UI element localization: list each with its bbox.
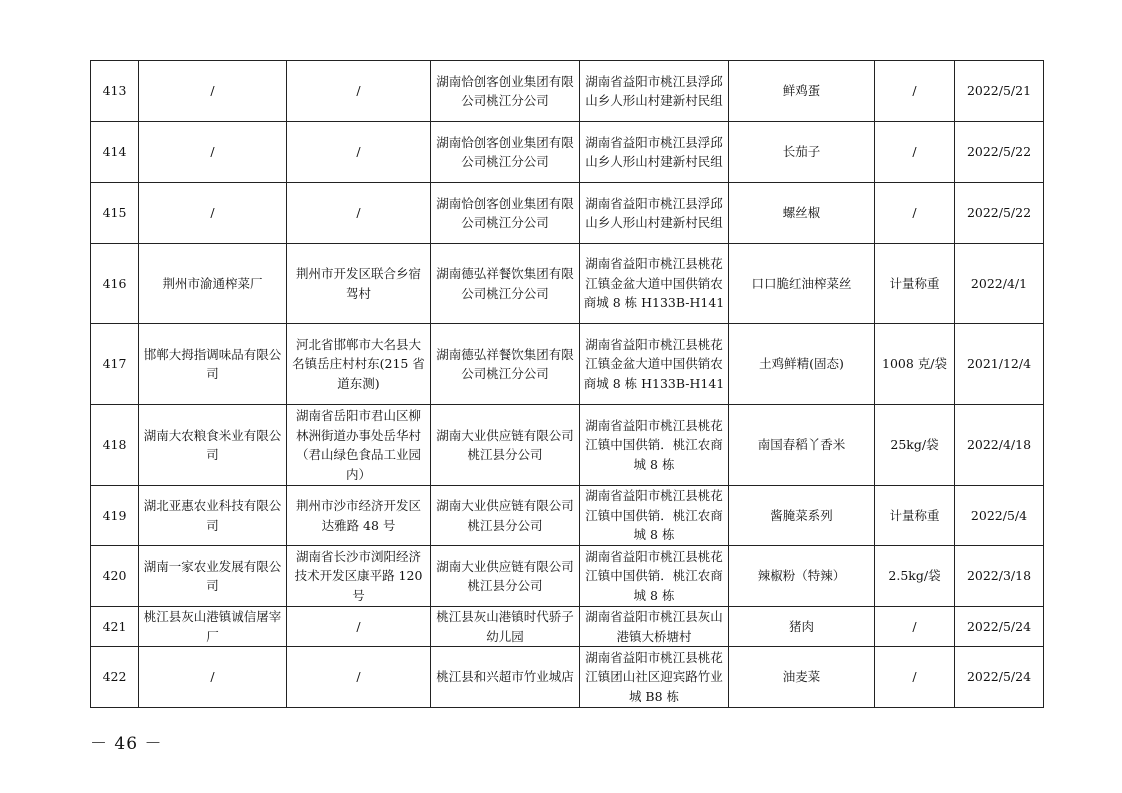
producer-name: 湖北亚惠农业科技有限公司 xyxy=(139,486,287,546)
table-row xyxy=(91,647,1044,708)
production-date: 2022/3/18 xyxy=(955,546,1044,607)
production-date: 2022/5/24 xyxy=(955,607,1044,647)
producer-address: / xyxy=(287,183,431,244)
row-number: 413 xyxy=(91,61,139,122)
producer-name: / xyxy=(139,122,287,183)
product-spec: / xyxy=(875,61,955,122)
producer-address: 荆州市沙市经济开发区达雅路 48 号 xyxy=(287,486,431,546)
production-date: 2021/12/4 xyxy=(955,324,1044,405)
page-number: － 46 － xyxy=(90,734,163,754)
seller-address: 湖南省益阳市桃江县桃花江镇中国供销．桃江农商城 8 栋 xyxy=(580,486,729,546)
producer-name: / xyxy=(139,647,287,708)
seller-address: 湖南省益阳市桃江县灰山港镇大桥塘村 xyxy=(580,607,729,647)
seller-name: 湖南大业供应链有限公司桃江县分公司 xyxy=(431,546,580,607)
row-number: 418 xyxy=(91,405,139,486)
seller-address: 湖南省益阳市桃江县桃花江镇金盆大道中国供销农商城 8 栋 H133B-H141 xyxy=(580,324,729,405)
product-name: 螺丝椒 xyxy=(729,183,875,244)
product-name: 辣椒粉（特辣） xyxy=(729,546,875,607)
seller-name: 桃江县和兴超市竹业城店 xyxy=(431,647,580,708)
seller-name: 湖南恰创客创业集团有限公司桃江分公司 xyxy=(431,61,580,122)
product-spec: 2.5kg/袋 xyxy=(875,546,955,607)
product-spec: / xyxy=(875,607,955,647)
production-date: 2022/5/22 xyxy=(955,183,1044,244)
product-spec: 25kg/袋 xyxy=(875,405,955,486)
row-number: 416 xyxy=(91,244,139,324)
producer-name: 湖南大农粮食米业有限公司 xyxy=(139,405,287,486)
production-date: 2022/4/18 xyxy=(955,405,1044,486)
product-name: 猪肉 xyxy=(729,607,875,647)
table-row xyxy=(91,405,1044,486)
row-number: 414 xyxy=(91,122,139,183)
product-spec: 计量称重 xyxy=(875,486,955,546)
producer-name: 湖南一家农业发展有限公司 xyxy=(139,546,287,607)
producer-address: / xyxy=(287,61,431,122)
product-name: 长茄子 xyxy=(729,122,875,183)
row-number: 420 xyxy=(91,546,139,607)
product-name: 土鸡鲜精(固态) xyxy=(729,324,875,405)
producer-address: / xyxy=(287,122,431,183)
table-row xyxy=(91,324,1044,405)
seller-name: 湖南恰创客创业集团有限公司桃江分公司 xyxy=(431,122,580,183)
row-number: 419 xyxy=(91,486,139,546)
production-date: 2022/5/22 xyxy=(955,122,1044,183)
product-name: 口口脆红油榨菜丝 xyxy=(729,244,875,324)
seller-name: 桃江县灰山港镇时代骄子幼儿园 xyxy=(431,607,580,647)
seller-name: 湖南大业供应链有限公司桃江县分公司 xyxy=(431,486,580,546)
seller-address: 湖南省益阳市桃江县桃花江镇金盆大道中国供销农商城 8 栋 H133B-H141 xyxy=(580,244,729,324)
product-name: 油麦菜 xyxy=(729,647,875,708)
row-number: 422 xyxy=(91,647,139,708)
product-name: 鲜鸡蛋 xyxy=(729,61,875,122)
seller-address: 湖南省益阳市桃江县浮邱山乡人形山村建新村民组 xyxy=(580,61,729,122)
product-spec: / xyxy=(875,122,955,183)
producer-name: 荆州市渝通榨菜厂 xyxy=(139,244,287,324)
row-number: 415 xyxy=(91,183,139,244)
seller-name: 湖南德弘祥餐饮集团有限公司桃江分公司 xyxy=(431,244,580,324)
product-spec: 计量称重 xyxy=(875,244,955,324)
table-row xyxy=(91,244,1044,324)
table-row xyxy=(91,122,1044,183)
product-name: 南国春稻丫香米 xyxy=(729,405,875,486)
product-spec: 1008 克/袋 xyxy=(875,324,955,405)
row-number: 417 xyxy=(91,324,139,405)
table-row xyxy=(91,486,1044,546)
seller-address: 湖南省益阳市桃江县桃花江镇中国供销．桃江农商城 8 栋 xyxy=(580,546,729,607)
seller-address: 湖南省益阳市桃江县浮邱山乡人形山村建新村民组 xyxy=(580,183,729,244)
producer-address: / xyxy=(287,647,431,708)
producer-address: 河北省邯郸市大名县大名镇岳庄村村东(215 省道东测) xyxy=(287,324,431,405)
production-date: 2022/5/4 xyxy=(955,486,1044,546)
seller-name: 湖南大业供应链有限公司桃江县分公司 xyxy=(431,405,580,486)
seller-name: 湖南德弘祥餐饮集团有限公司桃江分公司 xyxy=(431,324,580,405)
producer-address: / xyxy=(287,607,431,647)
seller-address: 湖南省益阳市桃江县浮邱山乡人形山村建新村民组 xyxy=(580,122,729,183)
product-spec: / xyxy=(875,183,955,244)
seller-name: 湖南恰创客创业集团有限公司桃江分公司 xyxy=(431,183,580,244)
producer-name: / xyxy=(139,61,287,122)
product-name: 酱腌菜系列 xyxy=(729,486,875,546)
producer-address: 湖南省长沙市浏阳经济技术开发区康平路 120 号 xyxy=(287,546,431,607)
producer-name: 邯郸大拇指调味品有限公司 xyxy=(139,324,287,405)
production-date: 2022/4/1 xyxy=(955,244,1044,324)
table-row xyxy=(91,546,1044,607)
production-date: 2022/5/21 xyxy=(955,61,1044,122)
seller-address: 湖南省益阳市桃江县桃花江镇中国供销．桃江农商城 8 栋 xyxy=(580,405,729,486)
producer-name: 桃江县灰山港镇诚信屠宰厂 xyxy=(139,607,287,647)
seller-address: 湖南省益阳市桃江县桃花江镇团山社区迎宾路竹业城 B8 栋 xyxy=(580,647,729,708)
table-row xyxy=(91,607,1044,647)
table-row xyxy=(91,183,1044,244)
production-date: 2022/5/24 xyxy=(955,647,1044,708)
sampling-results-table xyxy=(90,60,1044,708)
producer-name: / xyxy=(139,183,287,244)
row-number: 421 xyxy=(91,607,139,647)
table-row xyxy=(91,61,1044,122)
producer-address: 荆州市开发区联合乡宿驾村 xyxy=(287,244,431,324)
product-spec: / xyxy=(875,647,955,708)
producer-address: 湖南省岳阳市君山区柳林洲街道办事处岳华村（君山绿色食品工业园内） xyxy=(287,405,431,486)
